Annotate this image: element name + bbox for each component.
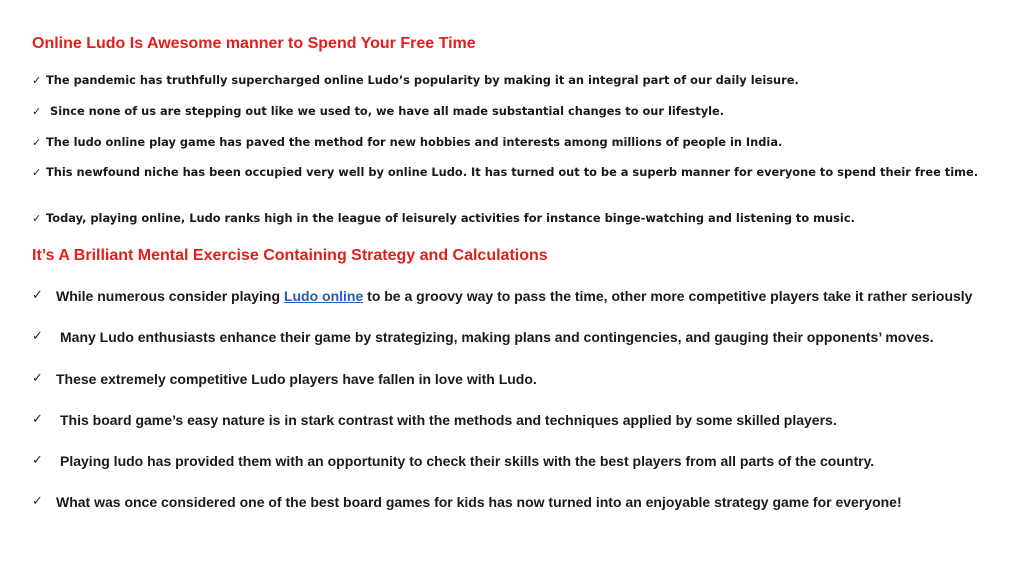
- checkmark-icon: ✓: [32, 288, 43, 303]
- list-item: [32, 493, 1024, 511]
- list-item-text-before-link: While numerous consider playing: [56, 288, 284, 304]
- checkmark-icon: ✓: [32, 74, 42, 87]
- checkmark-icon: ✓: [32, 494, 43, 509]
- list-item-text: The pandemic has truthfully supercharged online Ludo’s popularity by making it an integral part of our daily leisure.: [46, 73, 799, 87]
- list-item-text: What was once considered one of the best board games for kids has now turned into an enjoyable strategy game for everyone!: [56, 494, 902, 510]
- list-item-text: This newfound niche has been occupied very well by online Ludo. It has turned out to be a superb manner for everyone to spend their free time.: [46, 165, 979, 179]
- list-item-text: This board game’s easy nature is in stark contrast with the methods and techniques applied by some skilled players.: [60, 412, 837, 428]
- checkmark-icon: ✓: [32, 453, 43, 468]
- list-item-text: Playing ludo has provided them with an opportunity to check their skills with the best players from all parts of the country.: [60, 453, 875, 469]
- checkmark-icon: ✓: [32, 105, 42, 118]
- list-item: [32, 328, 1024, 346]
- list-item: [32, 452, 1024, 470]
- list-item: [32, 104, 1022, 119]
- checkmark-icon: ✓: [32, 412, 43, 427]
- section-heading-mental-exercise: It’s A Brilliant Mental Exercise Containing Strategy and Calculations: [32, 247, 548, 264]
- list-item: [32, 370, 1024, 388]
- list-item: [32, 287, 1024, 305]
- list-item: [32, 135, 1022, 150]
- list-item-text: These extremely competitive Ludo players have fallen in love with Ludo.: [56, 371, 537, 387]
- checkmark-icon: ✓: [32, 212, 42, 225]
- checkmark-icon: ✓: [32, 371, 43, 386]
- list-item-text: Since none of us are stepping out like we used to, we have all made substantial changes to our lifestyle.: [50, 104, 725, 118]
- list-item: [32, 411, 1024, 429]
- list-item-text-after-link: to be a groovy way to pass the time, other more competitive players take it rather seriously: [363, 288, 973, 304]
- list-item-text: Today, playing online, Ludo ranks high in the league of leisurely activities for instance binge-watching and listening to music.: [46, 211, 855, 225]
- list-item: [32, 211, 1022, 226]
- list-item: [32, 73, 1022, 88]
- ludo-online-link[interactable]: Ludo online: [283, 288, 364, 304]
- checkmark-icon: ✓: [32, 329, 43, 344]
- checkmark-icon: ✓: [32, 166, 42, 179]
- list-item-text: [56, 287, 972, 305]
- section-heading-online-ludo: Online Ludo Is Awesome manner to Spend Your Free Time: [32, 35, 476, 52]
- list-item-text: The ludo online play game has paved the method for new hobbies and interests among millions of people in India.: [46, 135, 783, 149]
- checkmark-icon: ✓: [32, 136, 42, 149]
- list-item-text: Many Ludo enthusiasts enhance their game by strategizing, making plans and contingencies, and gauging their opponents’ moves.: [60, 329, 934, 345]
- list-item: [32, 165, 1022, 180]
